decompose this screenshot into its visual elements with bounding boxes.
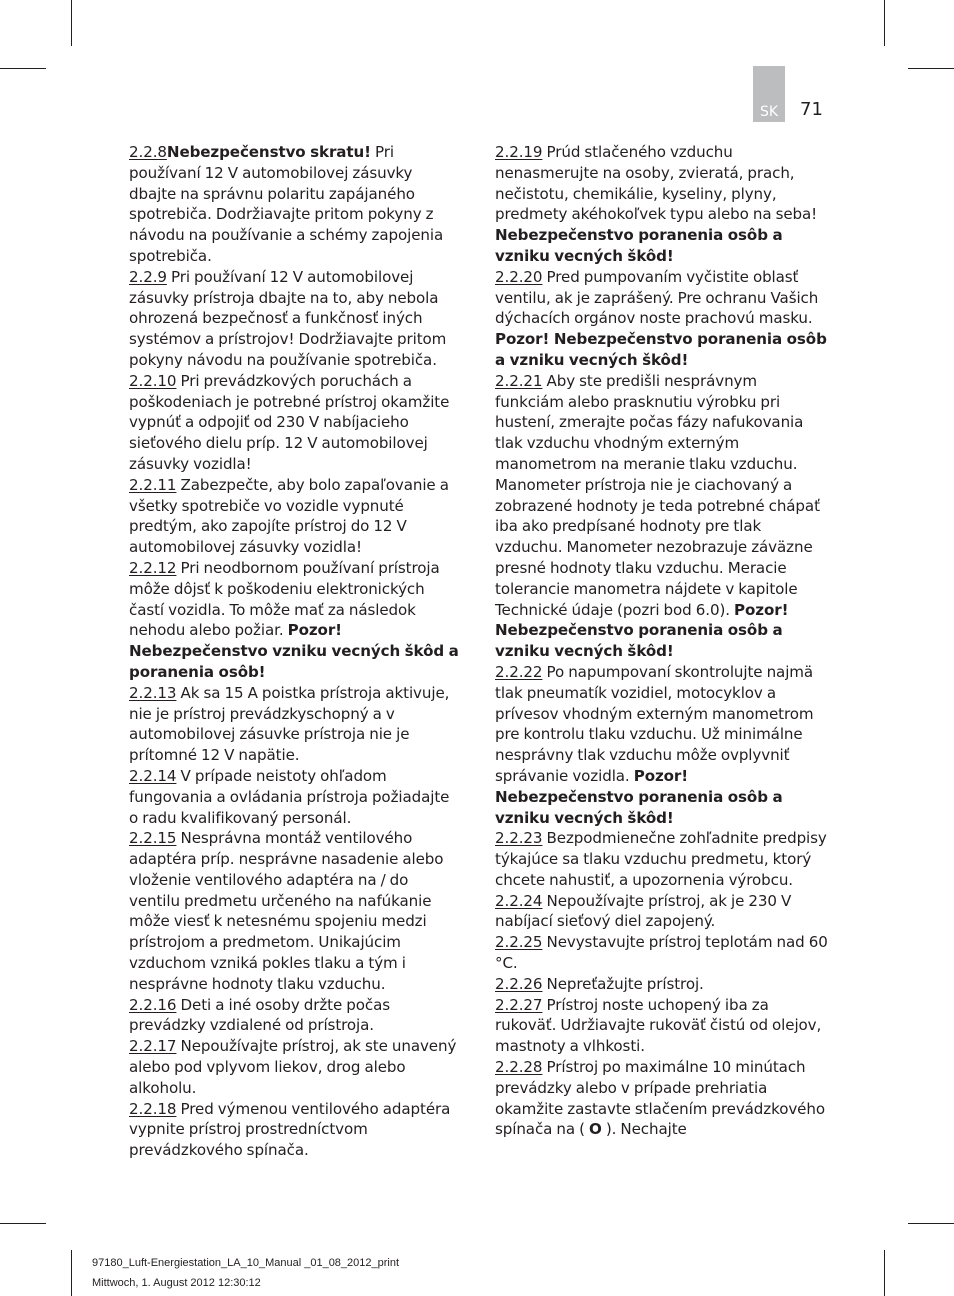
item-number: 2.2.27 [495, 995, 543, 1014]
safety-item [495, 662, 828, 828]
safety-item [495, 828, 828, 890]
item-text: Bezpodmienečne zohľadnite predpisy týkajúce sa tlaku vzduchu predmetu, ktorý chcete nahustiť, a upozornenia výrobcu. [495, 829, 827, 889]
warning-text: Pozor! Nebezpečenstvo poranenia osôb a vzniku vecných škôd! [495, 766, 783, 827]
language-tab: SK [753, 66, 785, 122]
safety-item [495, 932, 828, 974]
safety-item [495, 1057, 828, 1140]
item-text: Pri neodbornom používaní prístroja môže dôjsť k poškodeniu elektronických častí vozidla. To môže mať za následok nehodu alebo požiar. [129, 558, 440, 640]
item-text: Po napumpovaní skontrolujte najmä tlak pneumatík vozidiel, motocyklov a prívesov vhodným externým manometrom pre kontrolu tlaku vzduchu. Už minimálne nesprávny tlak vzduchu môže ovplyvniť správanie vozidla. [495, 662, 814, 785]
item-text: Pred pumpovaním vyčistite oblasť ventilu, ak je zaprášený. Pre ochranu Vašich dýchacích orgánov noste prachovú masku. [495, 267, 819, 328]
safety-item [495, 267, 828, 371]
safety-item [495, 891, 828, 933]
item-number: 2.2.26 [495, 974, 543, 993]
item-text: Prístroj noste uchopený iba za rukoväť. Udržiavajte rukoväť čistú od olejov, mastnoty a vlhkosti. [495, 995, 822, 1056]
item-text: Pri používaní 12 V automobilovej zásuvky prístroja dbajte na to, aby nebola ohrozená bezpečnosť a funkčnosť iných systémov a prístrojov! Dodržiavajte pritom pokyny návodu na používanie spotrebiča. [129, 267, 447, 369]
safety-item [129, 1036, 461, 1098]
crop-mark [71, 0, 72, 46]
item-text: Nepoužívajte prístroj, ak je 230 V nabíjací sieťový diel zapojený. [495, 891, 792, 931]
item-number: 2.2.18 [129, 1099, 177, 1118]
warning-text: Nebezpečenstvo skratu! [166, 143, 371, 161]
safety-item [129, 683, 461, 766]
item-text: ). Nechajte [601, 1120, 687, 1139]
item-number: 2.2.10 [129, 371, 177, 390]
safety-item [495, 995, 828, 1057]
crop-mark [0, 68, 46, 69]
page-number: 71 [800, 99, 823, 120]
item-text: Deti a iné osoby držte počas prevádzky vzdialené od prístroja. [129, 995, 391, 1035]
item-number: 2.2.24 [495, 891, 543, 910]
warning-text: Pozor! Nebezpečenstvo vzniku vecných škôd a poranenia osôb! [129, 621, 459, 681]
left-text-column [129, 142, 461, 1161]
item-text: Prúd stlačeného vzduchu nenasmerujte na osoby, zvieratá, prach, nečistotu, chemikálie, kyseliny, plyny, predmety akéhokoľvek typu alebo na seba! [495, 143, 818, 224]
item-number: 2.2.12 [129, 558, 177, 577]
item-number: 2.2.19 [495, 143, 543, 161]
item-text: Ak sa 15 A poistka prístroja aktivuje, nie je prístroj prevádzkyschopný a v automobilovej zásuvke prístroja nie je prítomné 12 V napätie. [129, 683, 450, 765]
item-number: 2.2.14 [129, 766, 177, 785]
safety-item [129, 475, 461, 558]
crop-mark [908, 1223, 954, 1224]
item-text: Nevystavujte prístroj teplotám nad 60 °C. [495, 933, 828, 973]
warning-text: O [589, 1120, 602, 1139]
safety-item [495, 974, 828, 995]
right-text-column [495, 142, 828, 1140]
safety-item [129, 371, 461, 475]
item-text: V prípade neistoty ohľadom fungovania a ovládania prístroja požiadajte o radu kvalifikovaný personál. [129, 766, 450, 827]
safety-item [129, 142, 461, 267]
item-text: Nepoužívajte prístroj, ak ste unavený alebo pod vplyvom liekov, drog alebo alkoholu. [129, 1037, 457, 1097]
warning-text: Pozor! Nebezpečenstvo poranenia osôb a vzniku vecných škôd! [495, 330, 827, 369]
footer-filename: 97180_Luft-Energiestation_LA_10_Manual _01_08_2012_print [92, 1257, 400, 1269]
safety-item [129, 1099, 461, 1161]
item-number: 2.2.9 [129, 267, 167, 286]
item-text: Prístroj po maximálne 10 minútach prevádzky alebo v prípade prehriatia okamžite zastavte stlačením prevádzkového spínača na ( [495, 1058, 825, 1139]
item-number: 2.2.28 [495, 1058, 543, 1077]
safety-item [495, 142, 828, 267]
safety-item [129, 558, 461, 683]
item-number: 2.2.13 [129, 683, 177, 702]
item-number: 2.2.21 [495, 371, 543, 390]
item-text: Aby ste predišli nesprávnym funkciám alebo prasknutiu výrobku pri hustení, zmerajte počas fázy nafukovania tlak vzduchu vhodným externým manometrom na meranie tlaku vzduchu. Manometer prístroja nie je ciachovaný a zobrazené hodnoty je teda potrebné chápať iba ako predpísané hodnoty pre tlak vzduchu. Manometer nezobrazuje záväzne presné hodnoty tlaku vzduchu. Meracie tolerancie manometra nájdete v kapitole Technické údaje (pozri bod 6.0). [495, 371, 820, 619]
item-number: 2.2.20 [495, 267, 543, 286]
safety-item [129, 828, 461, 994]
item-text: Nesprávna montáž ventilového adaptéra príp. nesprávne nasadenie alebo vloženie ventilového adaptéra na / do ventilu predmetu určeného na nafúkanie môže viesť k netesnému spojeniu medzi prístrojom a predmetom. Unikajúcim vzduchom vzniká pokles tlaku a tým i nesprávne hodnoty tlaku vzduchu. [129, 829, 444, 993]
item-number: 2.2.8 [129, 143, 167, 161]
safety-item [129, 995, 461, 1037]
crop-mark [884, 0, 885, 46]
safety-item [129, 267, 461, 371]
item-text: Pred výmenou ventilového adaptéra vypnite prístroj prostredníctvom prevádzkového spínača. [129, 1099, 451, 1160]
item-number: 2.2.15 [129, 829, 177, 848]
item-number: 2.2.23 [495, 829, 543, 848]
warning-text: Pozor! Nebezpečenstvo poranenia osôb a vzniku vecných škôd! [495, 600, 789, 661]
item-text: Pri používaní 12 V automobilovej zásuvky dbajte na správnu polaritu zapájaného spotrebiča. Dodržiavajte pritom pokyny z návodu na používanie a schémy zapojenia spotrebiča. [129, 143, 444, 265]
safety-item [129, 766, 461, 828]
item-text: Zabezpečte, aby bolo zapaľovanie a všetky spotrebiče vo vozidle vypnuté predtým, ako zapojíte prístroj do 12 V automobilovej zásuvky vozidla! [129, 475, 449, 557]
safety-item [495, 371, 828, 662]
item-text: Nepreťažujte prístroj. [542, 974, 704, 993]
crop-mark [0, 1223, 46, 1224]
item-text: Pri prevádzkových poruchách a poškodeniach je potrebné prístroj okamžite vypnúť a odpojiť od 230 V nabíjacieho sieťového dielu príp. 12 V automobilovej zásuvky vozidla! [129, 371, 450, 473]
item-number: 2.2.17 [129, 1037, 177, 1056]
crop-mark [884, 1250, 885, 1296]
item-number: 2.2.11 [129, 475, 177, 494]
warning-text: Nebezpečenstvo poranenia osôb a vzniku vecných škôd! [495, 226, 783, 265]
footer-timestamp: Mittwoch, 1. August 2012 12:30:12 [92, 1277, 261, 1289]
item-number: 2.2.22 [495, 662, 543, 681]
crop-mark [908, 68, 954, 69]
crop-mark [71, 1250, 72, 1296]
item-number: 2.2.25 [495, 933, 543, 952]
item-number: 2.2.16 [129, 995, 177, 1014]
